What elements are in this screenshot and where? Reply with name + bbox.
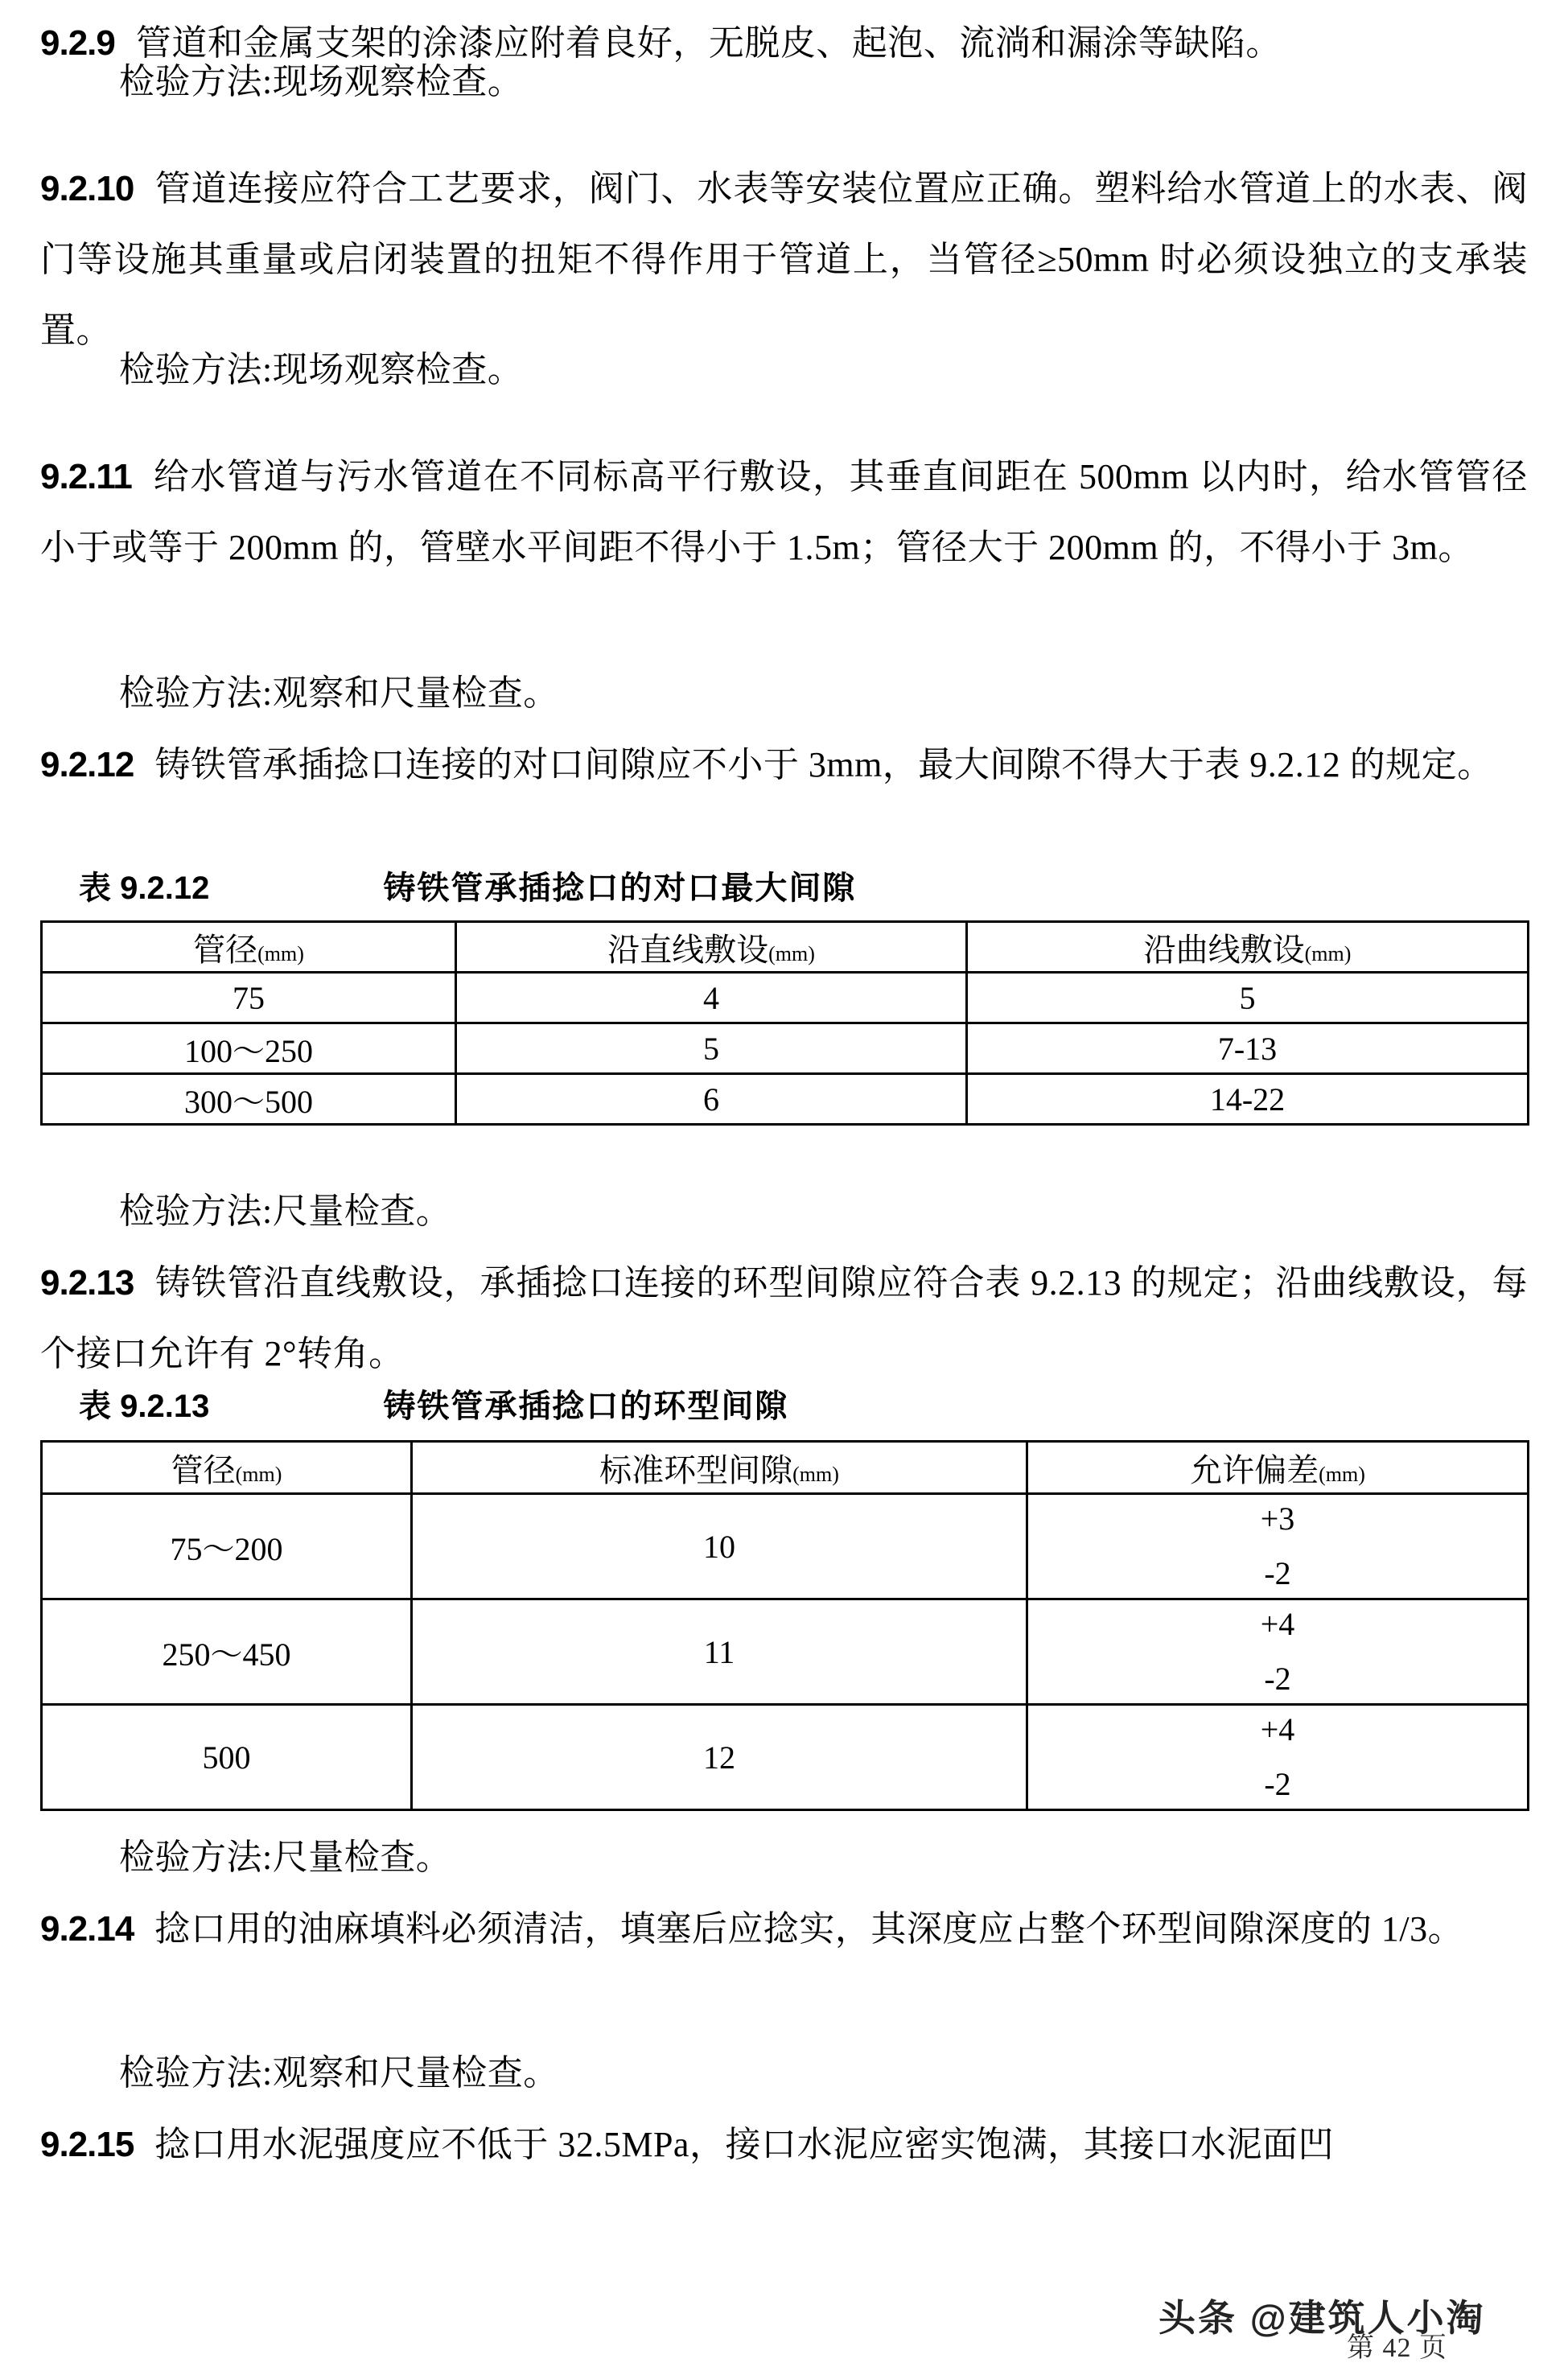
method-9-2-13: 检验方法:尺量检查。 [119, 1838, 452, 1877]
table-row [42, 1494, 1529, 1599]
cell-curved: 5 [967, 973, 1529, 1023]
table-row [42, 1023, 1529, 1074]
cell-straight: 6 [456, 1074, 967, 1125]
table-913-header-standard-gap [412, 1442, 1027, 1494]
table-913-header-diameter [42, 1442, 412, 1494]
tolerance-upper: +4 [1260, 1606, 1295, 1642]
table-row [42, 1599, 1529, 1705]
table-913-caption-label: 表 9.2.13 [79, 1389, 210, 1424]
clause-number-9-2-9: 9.2.9 [40, 23, 115, 63]
clause-9-2-12 [40, 730, 1528, 801]
method-9-2-11: 检验方法:观察和尺量检查。 [119, 673, 559, 713]
tolerance-lower: -2 [1264, 1661, 1291, 1697]
cell-tolerance [1027, 1599, 1529, 1705]
table-912-caption-label: 表 9.2.12 [79, 871, 210, 906]
clause-number-9-2-12: 9.2.12 [40, 745, 134, 784]
table-913-header-tolerance [1027, 1442, 1529, 1494]
method-9-2-9: 检验方法:现场观察检查。 [119, 62, 524, 101]
tolerance-lower: -2 [1264, 1766, 1291, 1802]
clause-text-9-2-15: 捻口用水泥强度应不低于 32.5MPa，接口水泥应密实饱满，其接口水泥面凹 [154, 2125, 1334, 2164]
clause-9-2-14 [40, 1894, 1528, 1965]
header-label: 沿直线敷设 [607, 931, 769, 968]
cell-standard-gap: 11 [412, 1599, 1027, 1705]
cell-diameter: 250～450 [42, 1599, 412, 1705]
cell-diameter: 100～250 [42, 1023, 456, 1074]
cell-standard-gap: 12 [412, 1705, 1027, 1810]
tolerance-upper: +3 [1260, 1500, 1295, 1537]
header-label: 允许偏差 [1190, 1451, 1319, 1488]
table-912-header-row [42, 922, 1529, 973]
header-unit: (mm) [257, 941, 304, 965]
method-9-2-10: 检验方法:现场观察检查。 [119, 350, 524, 389]
cell-straight: 5 [456, 1023, 967, 1074]
table-913 [40, 1440, 1529, 1811]
cell-diameter: 500 [42, 1705, 412, 1810]
clause-9-2-11 [40, 442, 1528, 583]
clause-text-9-2-14: 捻口用的油麻填料必须清洁，填塞后应捻实，其深度应占整个环型间隙深度的 1/3。 [154, 1909, 1464, 1949]
clause-9-2-15 [40, 2110, 1528, 2180]
header-label: 管径 [171, 1451, 236, 1488]
table-913-caption [40, 1385, 1527, 1427]
clause-number-9-2-15: 9.2.15 [40, 2125, 134, 2164]
cell-diameter: 75～200 [42, 1494, 412, 1599]
table-row [42, 973, 1529, 1023]
clause-text-9-2-10: 管道连接应符合工艺要求，阀门、水表等安装位置应正确。塑料给水管道上的水表、阀门等设施其重量或启闭装置的扭矩不得作用于管道上，当管径≥50mm 时必须设独立的支承装置。 [40, 169, 1528, 350]
watermark: 头条 @建筑人小淘 [1159, 2297, 1486, 2339]
cell-diameter: 75 [42, 973, 456, 1023]
header-label: 管径 [193, 931, 258, 968]
tolerance-upper: +4 [1260, 1711, 1295, 1747]
cell-curved: 14-22 [967, 1074, 1529, 1125]
method-9-2-12: 检验方法:尺量检查。 [119, 1192, 452, 1231]
header-label: 标准环型间隙 [599, 1451, 793, 1488]
table-row [42, 1705, 1529, 1810]
clause-number-9-2-11: 9.2.11 [40, 457, 132, 496]
cell-straight: 4 [456, 973, 967, 1023]
clause-number-9-2-14: 9.2.14 [40, 1909, 134, 1949]
clause-text-9-2-13: 铸铁管沿直线敷设，承插捻口连接的环型间隙应符合表 9.2.13 的规定；沿曲线敷设，每个接口允许有 2°转角。 [40, 1263, 1528, 1373]
table-912-caption [40, 867, 1527, 909]
header-unit: (mm) [768, 941, 815, 965]
clause-text-9-2-12: 铸铁管承插捻口连接的对口间隙应不小于 3mm，最大间隙不得大于表 9.2.12 的规定。 [154, 745, 1493, 784]
table-row [42, 1074, 1529, 1125]
table-912-header-straight [456, 922, 967, 973]
table-913-caption-title: 铸铁管承插捻口的环型间隙 [383, 1389, 789, 1424]
table-912 [40, 920, 1529, 1126]
cell-diameter: 300～500 [42, 1074, 456, 1125]
header-unit: (mm) [1304, 941, 1352, 965]
cell-tolerance [1027, 1494, 1529, 1599]
method-9-2-14: 检验方法:观察和尺量检查。 [119, 2053, 559, 2093]
header-unit: (mm) [1319, 1462, 1365, 1486]
clause-text-9-2-11: 给水管道与污水管道在不同标高平行敷设，其垂直间距在 500mm 以内时，给水管管径小于或等于 200mm 的，管壁水平间距不得小于 1.5m；管径大于 200mm 的，不得小于 3m。 [40, 457, 1528, 567]
cell-tolerance [1027, 1705, 1529, 1810]
clause-number-9-2-10: 9.2.10 [40, 169, 134, 208]
clause-9-2-13 [40, 1248, 1528, 1389]
table-912-header-diameter [42, 922, 456, 973]
header-label: 沿曲线敷设 [1143, 931, 1305, 968]
table-912-caption-title: 铸铁管承插捻口的对口最大间隙 [383, 871, 857, 906]
tolerance-lower: -2 [1264, 1555, 1291, 1591]
cell-standard-gap: 10 [412, 1494, 1027, 1599]
header-unit: (mm) [792, 1462, 839, 1486]
cell-curved: 7-13 [967, 1023, 1529, 1074]
clause-text-9-2-9: 管道和金属支架的涂漆应附着良好，无脱皮、起泡、流淌和漏涂等缺陷。 [135, 23, 1282, 63]
header-unit: (mm) [235, 1462, 282, 1486]
table-912-header-curved [967, 922, 1529, 973]
clause-number-9-2-13: 9.2.13 [40, 1263, 134, 1303]
page-number: 第 42 页 [1347, 2333, 1447, 2363]
table-913-header-row [42, 1442, 1529, 1494]
